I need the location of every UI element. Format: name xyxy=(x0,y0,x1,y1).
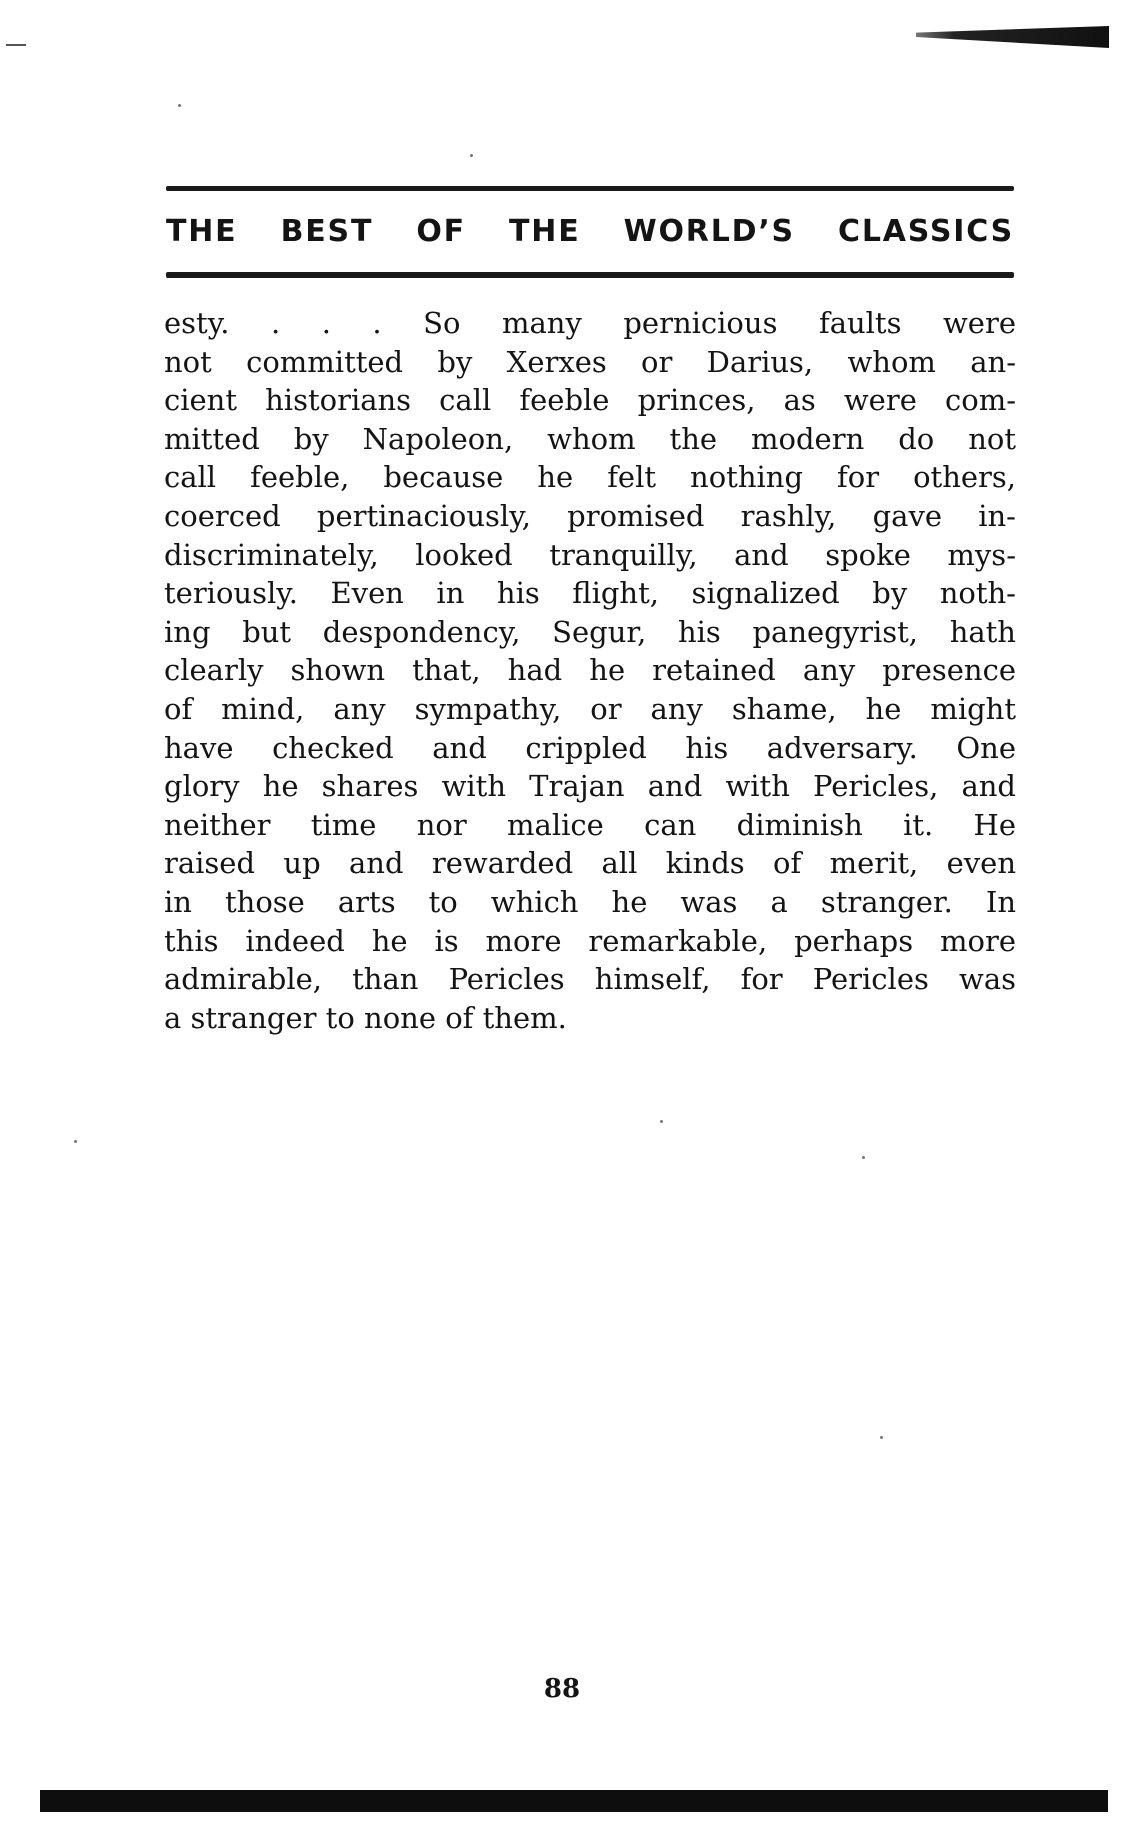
text-line: cient historians call feeble princes, as were com- xyxy=(164,383,1016,418)
scan-speck xyxy=(74,1140,77,1143)
text-line: not committed by Xerxes or Darius, whom an- xyxy=(164,344,1016,379)
scan-mark xyxy=(6,44,26,46)
text-line: coerced pertinaciously, promised rashly, gave in- xyxy=(164,498,1016,533)
scan-edge-bar xyxy=(916,26,1109,48)
text-line: have checked and crippled his adversary. One xyxy=(164,730,1016,765)
text-line: glory he shares with Trajan and with Pericles, and xyxy=(164,769,1016,804)
text-line: this indeed he is more remarkable, perhaps more xyxy=(164,923,1016,958)
text-line: raised up and rewarded all kinds of merit, even xyxy=(164,846,1016,881)
text-line: in those arts to which he was a stranger. In xyxy=(164,884,1016,919)
text-line: neither time nor malice can diminish it. He xyxy=(164,807,1016,842)
header-rule-top xyxy=(166,186,1014,191)
running-head: THE BEST OF THE WORLD’S CLASSICS xyxy=(166,214,1014,249)
body-text xyxy=(164,304,1016,1037)
bottom-scan-bar xyxy=(40,1790,1108,1812)
text-line: esty. . . . So many pernicious faults were xyxy=(164,306,1016,340)
page-number: 88 xyxy=(543,1674,581,1704)
header-rule-bottom xyxy=(166,272,1014,278)
scan-speck xyxy=(178,104,181,107)
text-line: call feeble, because he felt nothing for others, xyxy=(164,460,1016,495)
text-line: mitted by Napoleon, whom the modern do not xyxy=(164,421,1016,456)
text-line: clearly shown that, had he retained any presence xyxy=(164,653,1016,688)
text-line: teriously. Even in his flight, signalized by noth- xyxy=(164,576,1016,611)
scan-speck xyxy=(470,154,473,157)
scan-speck xyxy=(862,1156,865,1159)
text-line: ing but despondency, Segur, his panegyrist, hath xyxy=(164,614,1016,649)
scan-speck xyxy=(660,1120,663,1123)
scan-speck xyxy=(880,1436,883,1439)
text-line: admirable, than Pericles himself, for Pericles was xyxy=(164,962,1016,997)
text-line: of mind, any sympathy, or any shame, he might xyxy=(164,691,1016,726)
text-line: discriminately, looked tranquilly, and spoke mys- xyxy=(164,537,1016,572)
text-line: a stranger to none of them. xyxy=(164,1000,567,1035)
